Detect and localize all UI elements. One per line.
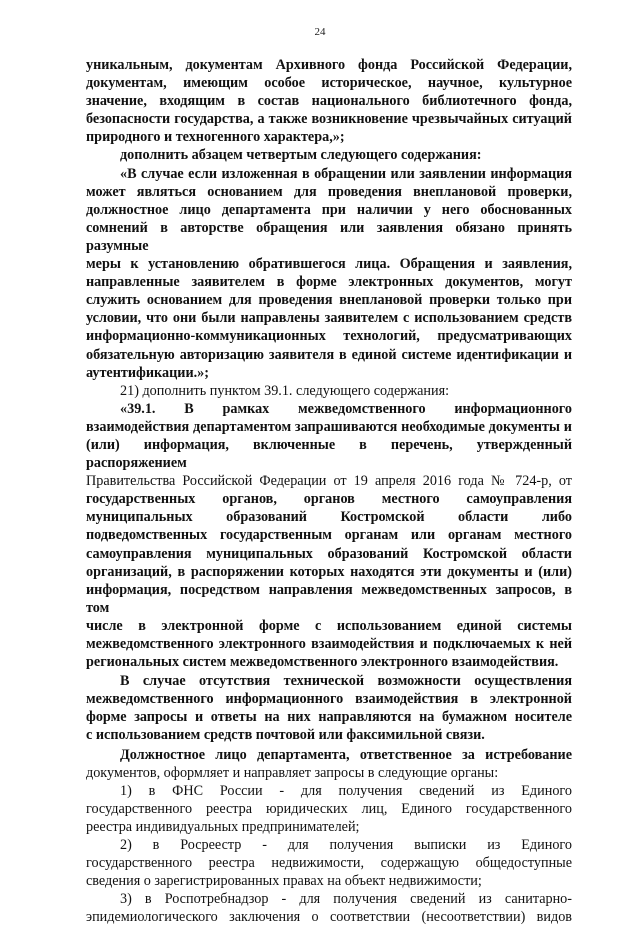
text-line: самоуправления муниципальных образований Костромской области bbox=[86, 545, 572, 562]
text-line: 3) в Роспотребнадзор - для получения сведений из санитарно- bbox=[120, 891, 572, 908]
text-line: с использованием средств почтовой или факсимильной связи. bbox=[86, 727, 485, 744]
text-line: безопасности государства, а также возникновение чрезвычайных ситуаций bbox=[86, 111, 572, 128]
text-line: межведомственного информационного взаимодействия в электронной bbox=[86, 691, 572, 708]
paragraph-item-21 bbox=[86, 382, 572, 400]
text-line: региональных систем межведомственного электронного взаимодействия. bbox=[86, 654, 559, 671]
text-line: значение, входящим в состав национального библиотечного фонда, bbox=[86, 93, 572, 110]
text-line: информация, посредством направления межведомственных запросов, в том bbox=[86, 581, 572, 616]
list-item-rospotrebnadzor bbox=[86, 890, 572, 926]
text-line: документов, оформляет и направляет запросы в следующие органы: bbox=[86, 764, 499, 781]
text-line: Должностное лицо департамента, ответственное за истребование bbox=[120, 746, 572, 763]
text-line: организаций, в распоряжении которых находятся эти документы и (или) bbox=[86, 563, 572, 580]
text-line: 21) дополнить пунктом 39.1. следующего содержания: bbox=[120, 382, 450, 399]
text-line: документам, имеющим особое историческое, научное, культурное bbox=[86, 75, 572, 92]
text-line: меры к установлению обратившегося лица. Обращения и заявления, bbox=[86, 256, 572, 273]
paragraph-responsible-official bbox=[86, 746, 572, 782]
text-line: межведомственного электронного взаимодействия и подключаемых к ней bbox=[86, 636, 572, 652]
text-line: условии, что они были направлены заявителем с использованием средств bbox=[86, 310, 572, 327]
document-body bbox=[86, 56, 572, 927]
text-line: В случае отсутствия технической возможности осуществления bbox=[120, 673, 572, 690]
text-line: форме запросы и ответы на них направляются на бумажном носителе bbox=[86, 709, 572, 726]
text-line: подведомственных государственным органам или органам местного bbox=[86, 527, 572, 544]
paragraph-no-technical-possibility bbox=[86, 672, 572, 744]
text-line: муниципальных образований Костромской области либо bbox=[86, 509, 572, 526]
text-line: «В случае если изложенная в обращении или заявлении информация bbox=[120, 165, 572, 182]
text-line: сведения о зарегистрированных правах на объект недвижимости; bbox=[86, 873, 482, 890]
text-line: 2) в Росреестр - для получения выписки из Единого bbox=[120, 837, 572, 854]
text-line: эпидемиологического заключения о соответствии (несоответствии) видов bbox=[86, 909, 572, 926]
text-line: должностное лицо департамента при наличии у него обоснованных bbox=[86, 201, 572, 218]
text-line: «39.1. В рамках межведомственного информационного bbox=[120, 400, 572, 417]
text-line: информационно-коммуникационных технологий, предусматривающих bbox=[86, 328, 572, 345]
text-line: государственных органов, органов местного самоуправления bbox=[86, 491, 572, 508]
text-line: числе в электронной форме с использованием единой системы bbox=[86, 617, 572, 634]
paragraph-continuation bbox=[86, 56, 572, 146]
text-line: природного и техногенного характера,»; bbox=[86, 129, 345, 146]
text-line: государственного реестра юридических лиц, Единого государственного bbox=[86, 800, 572, 817]
text-line: дополнить абзацем четвертым следующего содержания: bbox=[120, 147, 482, 164]
text-line: 1) в ФНС России - для получения сведений из Единого bbox=[120, 782, 572, 799]
text-line: может являться основанием для проведения внеплановой проверки, bbox=[86, 183, 572, 200]
text-line: аутентификации.»; bbox=[86, 364, 209, 381]
text-line: Правительства Российской Федерации от 19 апреля 2016 года № 724-р, от bbox=[86, 473, 572, 490]
paragraph-quoted-text bbox=[86, 165, 572, 382]
page-number: 24 bbox=[314, 26, 326, 38]
text-line: обязательную авторизацию заявителя в единой системе идентификации и bbox=[86, 346, 572, 363]
list-item-rosreestr bbox=[86, 836, 572, 890]
text-line: уникальным, документам Архивного фонда Российской Федерации, bbox=[86, 57, 572, 73]
text-line: государственного реестра недвижимости, содержащую общедоступные bbox=[86, 855, 572, 872]
list-item-fns bbox=[86, 782, 572, 836]
text-line: реестра индивидуальных предпринимателей; bbox=[86, 818, 360, 835]
text-line: служить основанием для проведения внеплановой проверки только при bbox=[86, 292, 572, 309]
text-line: (или) информация, включенные в перечень, утвержденный распоряжением bbox=[86, 436, 572, 472]
text-line: сомнений в авторстве обращения или заявления обязано принять разумные bbox=[86, 219, 572, 254]
text-line: направленные заявителем в форме электронных документов, могут bbox=[86, 274, 572, 291]
paragraph-clause-39-1 bbox=[86, 400, 572, 671]
paragraph-amendment-intro bbox=[86, 146, 572, 164]
text-line: взаимодействия департаментом запрашиваются необходимые документы и bbox=[86, 418, 572, 435]
